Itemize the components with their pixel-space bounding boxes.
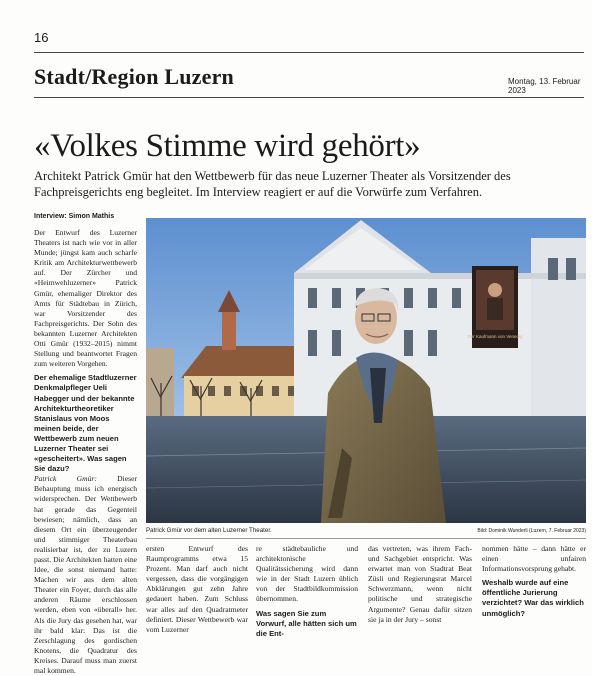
poster-text: Der Kaufmann von Venedig	[467, 334, 523, 339]
section-title: Stadt/Region Luzern	[34, 64, 234, 89]
question-3: Weshalb wurde auf eine öffentliche Jurierung verzichtet? War das wirklich unmöglich?	[482, 578, 584, 618]
article-column-4	[368, 544, 472, 625]
photo-credit: Bild: Dominik Wunderli (Luzern, 7. Februar 2023)	[477, 528, 586, 534]
publication-date: Montag, 13. Februar 2023	[508, 77, 581, 95]
column-5-text: nommen hätte – dann hätte er einen unfairen Informationsvorsprung gehabt.	[482, 544, 586, 574]
article-headline: «Volkes Stimme wird gehört»	[34, 128, 421, 164]
header-rule-bottom	[34, 97, 584, 98]
intro-paragraph: Der Entwurf des Luzerner Theaters ist nach wie vor in aller Munde; jüngst kam auch scharfe Kritik am Architekturwettbewerb auf. Der Zürcher und «Heimwehluzerner» Patrick Gmür, ehemaliger Direktor des Amts für Städtebau in Zürich, war Vorsitzender des Fachpreisgerichts. Der Sohn des bekannten Luzerner Architekten Otti Gmür (1932–2015) nimmt Stellung und beantwortet Fragen zum weiteren Vorgehen.	[34, 228, 137, 369]
answer-1	[34, 474, 137, 676]
column-2-text: ersten Entwurf des Raumprogramms etwa 15 Prozent. Man darf auch nicht vergessen, dass die vorgängigen Abklärungen gut zehn Jahre gedauert haben. Zum Schluss war alles auf den Quadratmeter definiert. Dieser Wettbewerb war vom Luzerner	[146, 544, 248, 634]
header-rule-top	[34, 52, 584, 53]
portrait-photo	[146, 218, 586, 523]
photo-caption: Patrick Gmür vor dem alten Luzerner Theater.	[146, 527, 272, 534]
article-column-2	[146, 544, 248, 635]
article-byline: Interview: Simon Mathis	[34, 213, 115, 220]
question-2: Was sagen Sie zum Vorwurf, alle hätten sich um die Ent-	[256, 608, 357, 638]
article-lead: Architekt Patrick Gmür hat den Wettbewerb für das neue Luzerner Theater als Vorsitzender des Fachpreisgerichts eng begleitet. Im Interview reagiert er auf die Vorwürfe zum Verfahren.	[34, 169, 511, 199]
caption-rule	[146, 538, 586, 539]
article-column-3	[256, 544, 358, 639]
article-column-5	[482, 544, 586, 619]
answer-1-text: Dieser Behauptung muss ich energisch widersprechen. Der Wettbewerb hat gerade das Gegenteil bewiesen; nämlich, dass an diesem Ort ein überzeugender und stimmiger Theaterbau realisierbar ist, der zu Luzern passt. Die Architekten hatten eine Idee, die sonst niemand hatte: Machen wir aus dem alten Theater ein Foyer, durch das alle anderen Räume erschlossen werden, eben von «überall» her. Als die Jury das gesehen hat, war ihr bald klar: Das ist die Zerschlagung des gordischen Knotens, die Quadratur des Kreises. Darauf muss man zuerst mal kommen.	[34, 474, 137, 676]
question-1: Der ehemalige Stadtluzerner Denkmalpfleger Ueli Habegger und der bekannte Architekturtheoretiker Stanislaus von Moos meinen beide, der Wettbewerb zum neuen Luzerner Theater sei «gescheitert». Was sagen Sie dazu?	[34, 373, 137, 474]
column-3-text: re städtebauliche und architektonische Qualitätssicherung wird dann wie in der Stadt Luzern üblich von der Stadtbildkommission übernommen.	[256, 544, 358, 604]
article-column-1	[34, 228, 137, 676]
column-4-text: das vertreten, was ihrem Fach- und Sachgebiet entspricht. Was erwartet man von Stadtrat Beat Züsli und Regierungsrat Marcel Schwerzmann, wenn nicht politische und strategische Argumente? Genau dafür sitzen sie ja in der Jury – sonst	[368, 544, 472, 624]
page-number: 16	[34, 30, 49, 45]
speaker-label: Patrick Gmür:	[34, 474, 97, 484]
